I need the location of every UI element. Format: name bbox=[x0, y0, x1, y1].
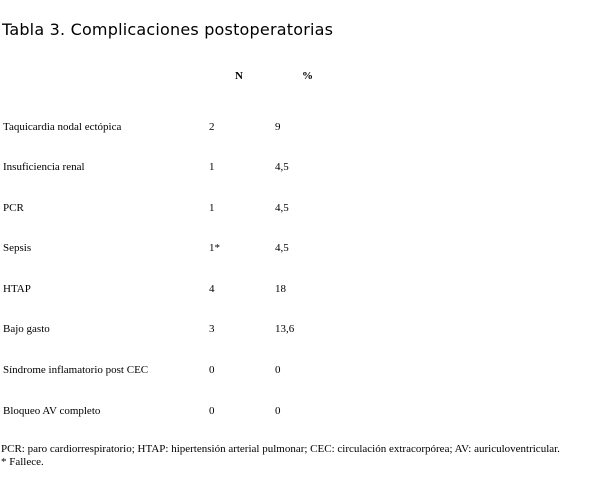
column-header-percent: % bbox=[302, 70, 313, 82]
row-label: Sepsis bbox=[3, 242, 32, 254]
row-label: Bajo gasto bbox=[3, 323, 50, 335]
row-percent: 4,5 bbox=[275, 242, 289, 254]
row-n: 0 bbox=[209, 405, 215, 417]
row-label: Taquicardia nodal ectópica bbox=[3, 121, 122, 133]
abbreviations-footnote: PCR: paro cardiorrespiratorio; HTAP: hipertensión arterial pulmonar; CEC: circulación extracorpórea; AV: auriculoventricular. bbox=[1, 443, 560, 455]
row-label: Insuficiencia renal bbox=[3, 161, 85, 173]
table-row bbox=[0, 323, 608, 339]
row-label: Bloqueo AV completo bbox=[3, 405, 101, 417]
asterisk-footnote: * Fallece. bbox=[1, 456, 44, 468]
row-percent: 18 bbox=[275, 283, 286, 295]
row-label: HTAP bbox=[3, 283, 31, 295]
row-n: 2 bbox=[209, 121, 215, 133]
row-percent: 0 bbox=[275, 405, 281, 417]
row-label: Síndrome inflamatorio post CEC bbox=[3, 364, 149, 376]
row-percent: 13,6 bbox=[275, 323, 295, 335]
table-row bbox=[0, 202, 608, 218]
row-percent: 4,5 bbox=[275, 202, 289, 214]
row-n: 1* bbox=[209, 242, 220, 254]
table-row bbox=[0, 161, 608, 177]
row-n: 1 bbox=[209, 202, 215, 214]
row-n: 4 bbox=[209, 283, 215, 295]
page-title: Tabla 3. Complicaciones postoperatorias bbox=[2, 20, 334, 39]
table-row bbox=[0, 283, 608, 299]
row-percent: 0 bbox=[275, 364, 281, 376]
table-row bbox=[0, 121, 608, 137]
table-row bbox=[0, 242, 608, 258]
table-row bbox=[0, 364, 608, 380]
row-n: 0 bbox=[209, 364, 215, 376]
row-percent: 4,5 bbox=[275, 161, 289, 173]
column-header-n: N bbox=[235, 70, 243, 82]
row-label: PCR bbox=[3, 202, 24, 214]
row-percent: 9 bbox=[275, 121, 281, 133]
row-n: 1 bbox=[209, 161, 215, 173]
row-n: 3 bbox=[209, 323, 215, 335]
table-row bbox=[0, 405, 608, 421]
